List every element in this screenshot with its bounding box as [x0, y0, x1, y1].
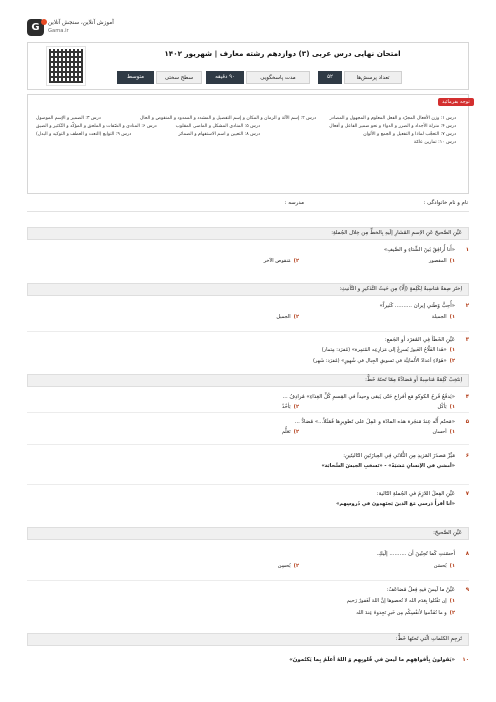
difficulty-value: متوسط — [117, 71, 154, 84]
divider — [27, 444, 469, 445]
notes-box — [27, 94, 469, 194]
question-sentence: «أنا أقرأُ دَرسي مَعَ الذينَ يَجتَهِدونَ في دُروسِهم» — [336, 501, 455, 507]
question-count-value: ۵۲ — [318, 71, 342, 84]
section-header: عَیِّنِ الصَّحیحَ عَنِ الاِسمِ المُشارِ إلَیهِ بِالخطِّ مِن خِلال الجُملةِ: — [27, 227, 469, 240]
question-text: مَيِّزْ مَصدَرَ المَزيدِ مِن الثُّلاثي فِي العِبارَتَينِ التّاليتَينِ: — [343, 453, 455, 459]
school-label: مدرسه : — [284, 200, 304, 206]
question-3 — [27, 336, 469, 370]
brand-name: آموزش آنلاین، سنجش آنلاین — [48, 20, 114, 26]
question-text: «يَقولونَ بِأفواهِهِم ما لَيسَ في قُلوبِهِم وَ اللهُ أعلَمُ بِما يَكتُمونَ» — [289, 657, 455, 663]
option[interactable]: ۱)إن تَقْتُلوا بِعَدَم الله لا تُحصوها إنَّ اللهَ لَغَفورٌ رَحيم — [346, 598, 455, 604]
question-number: ۷ — [465, 491, 469, 497]
question-number: ۲ — [465, 303, 469, 309]
option[interactable]: ۱)«هَذا الفَلَّاحُ الغَيورُ يُسرِعُ إلى مَزارِعِه المُثمِرة» (مُفرَد: مِثمار) — [321, 347, 455, 353]
question-text: «أُحِبُّ وَطَني إيران .......... كَثيراً» — [379, 303, 455, 309]
question-10 — [27, 656, 469, 670]
option[interactable]: ۲)و ما تُقَدِّموا لأنفُسِكُم مِن خَيرٍ تَجِدوهُ عِندَ الله — [356, 610, 455, 616]
question-9 — [27, 586, 469, 622]
note-line: درس ۵: المنادی المشکل و الماضی المقلوب — [175, 124, 260, 129]
question-text: «يَدفَعُ فَرحُ الكوكو مَع أفراخِ حَتّى يَبقى وحيداً في القِسمِ كُلِّ الغِذاءِ» مُرادِفُ ... — [282, 394, 455, 400]
question-number: ۴ — [465, 394, 469, 400]
divider — [27, 211, 469, 212]
notes-badge: توجه بفرمائید — [438, 98, 474, 106]
option[interactable]: ۲)يُحسِن — [277, 563, 299, 569]
question-count-label: تعداد پرسش‌ها — [344, 71, 402, 84]
question-sentence: «أمشي في الإنسانِ مَشيَةً» - «تَسحَبِ الجيشَ السَّحابَة» — [321, 463, 455, 469]
section-header: تَرجِمِ الکلماتِ الّتي تَحتَها خَطٌّ: — [27, 633, 469, 646]
option[interactable]: ۱)أحسان — [432, 429, 455, 435]
question-number: ۳ — [465, 337, 469, 343]
note-line: درس ۴: منزلة الأجداد و الضرر و الدواء و نحو ضمیر الفاعل و أفعال — [329, 124, 456, 129]
question-text: عَيِّنْ ما لَيسَ فيهِ فِعلٌ مُضاعَفٌ: — [386, 587, 455, 593]
divider — [27, 412, 469, 413]
section-header: عَیِّنِ الصَّحیحَ: — [27, 527, 469, 540]
option[interactable]: ۲)يَأخُذُ — [282, 404, 299, 410]
question-1 — [27, 246, 469, 276]
note-line: درس ۷: التعجّب لماذا و التفعیل و الجمع و الألوان — [363, 132, 456, 137]
question-5 — [27, 418, 469, 440]
section-header: اِختَر صِفةً مُناسِبةً لِکَلِمةٍ (إلَّا) مِن حَیثُ التَّذکیرِ و التَّأنیثِ: — [27, 283, 469, 296]
duration-label: مدت پاسخگویی — [246, 71, 310, 84]
question-number: ۸ — [465, 551, 469, 557]
note-line: درس ۲: إسم الآلة و الزمان و المکان و إسم التفضیل و المشدد و الممدود و المنقوص و الحال — [139, 116, 316, 121]
note-line: درس ۶: المنادی و الصّفات و الملحق و المؤكّد و التّكثیر و الضیق — [36, 124, 157, 129]
question-text: عَيِّنِ الخَطَأ فِي المُفرَد أو الجَمع: — [384, 337, 455, 343]
question-8 — [27, 550, 469, 574]
question-text: «مَحتُم أَنَّه عِندَ مَنجَرة هذه المادّة و عَمِلَ على تَطويرِها فَمَثَلاً...» مُضادُّ ... — [294, 419, 455, 425]
question-6 — [27, 452, 469, 476]
brand-logo-block[interactable] — [27, 16, 137, 42]
divider — [27, 580, 469, 581]
question-number: ۱ — [465, 247, 469, 253]
gama-logo-icon: G — [27, 19, 44, 36]
question-text: «أَنا أُرافِقُ بَينَ الشِّتاءِ و الصَّيفِ» — [383, 247, 455, 253]
brand-site[interactable]: Gama.ir — [48, 28, 69, 34]
option[interactable]: ۲)«هَؤلاءِ أعدادُ الأَلمانِيَّة في تَسويقِ الجِبال في شُهورٍ» (مُفرَد: شَهر) — [312, 358, 455, 364]
note-line: درس ۹: التوابع (النعت و العطف و التوكید و البدل) — [36, 132, 132, 137]
question-number: ۵ — [465, 419, 469, 425]
option[interactable]: ۲)مَنقوص الآخر — [263, 258, 299, 264]
question-text: عَيِّنِ الفِعلَ اللازِمَ في الجُملةِ التّالية: — [376, 491, 455, 497]
note-line: درس ۱: وزن الأفعال المجرّد و الفعل المعلوم و المجهول و المصادر — [329, 116, 456, 121]
option[interactable]: ۲)الجميل — [276, 314, 299, 320]
section-header: اِنتَخِبْ کَلِمَةً مُناسِبةً أو مُضادَّةً مِمّا تَحتَهُ خَطٌّ: — [27, 374, 469, 387]
option[interactable]: ۱)الجميلة — [431, 314, 455, 320]
note-line: درس ۱۰: تمارین عامّة — [413, 140, 456, 145]
duration-value: ۹۰ دقیقه — [206, 71, 244, 84]
qr-code-icon — [47, 47, 85, 85]
exam-title: امتحان نهایی درس عربی (۳) دوازدهم رشته معارف | شهریور ۱۴۰۲ — [164, 49, 401, 58]
question-number: ۹ — [465, 587, 469, 593]
divider — [27, 331, 469, 332]
divider — [27, 484, 469, 485]
option[interactable]: ۱)يَأكُل — [437, 404, 455, 410]
question-number: ۶ — [465, 453, 469, 459]
difficulty-label: سطح سختی — [156, 71, 202, 84]
option[interactable]: ۱)يُحسَن — [433, 563, 455, 569]
student-name-label: نام و نام خانوادگی : — [423, 200, 468, 206]
question-2 — [27, 302, 469, 326]
question-7 — [27, 490, 469, 514]
option[interactable]: ۲)تَعَلُّم — [281, 429, 299, 435]
note-line: درس ۳: الضمیر و الإسم الموصول — [36, 116, 101, 121]
question-number: ۱۰ — [462, 657, 469, 663]
option[interactable]: ۱)المقصور — [428, 258, 455, 264]
question-text: أحسَنتِ كَما تُحِبّينَ أن .......... إلَيكِ. — [376, 551, 455, 557]
note-line: درس ۸: التعیین و اسم الاستفهام و الضمائر — [178, 132, 260, 137]
